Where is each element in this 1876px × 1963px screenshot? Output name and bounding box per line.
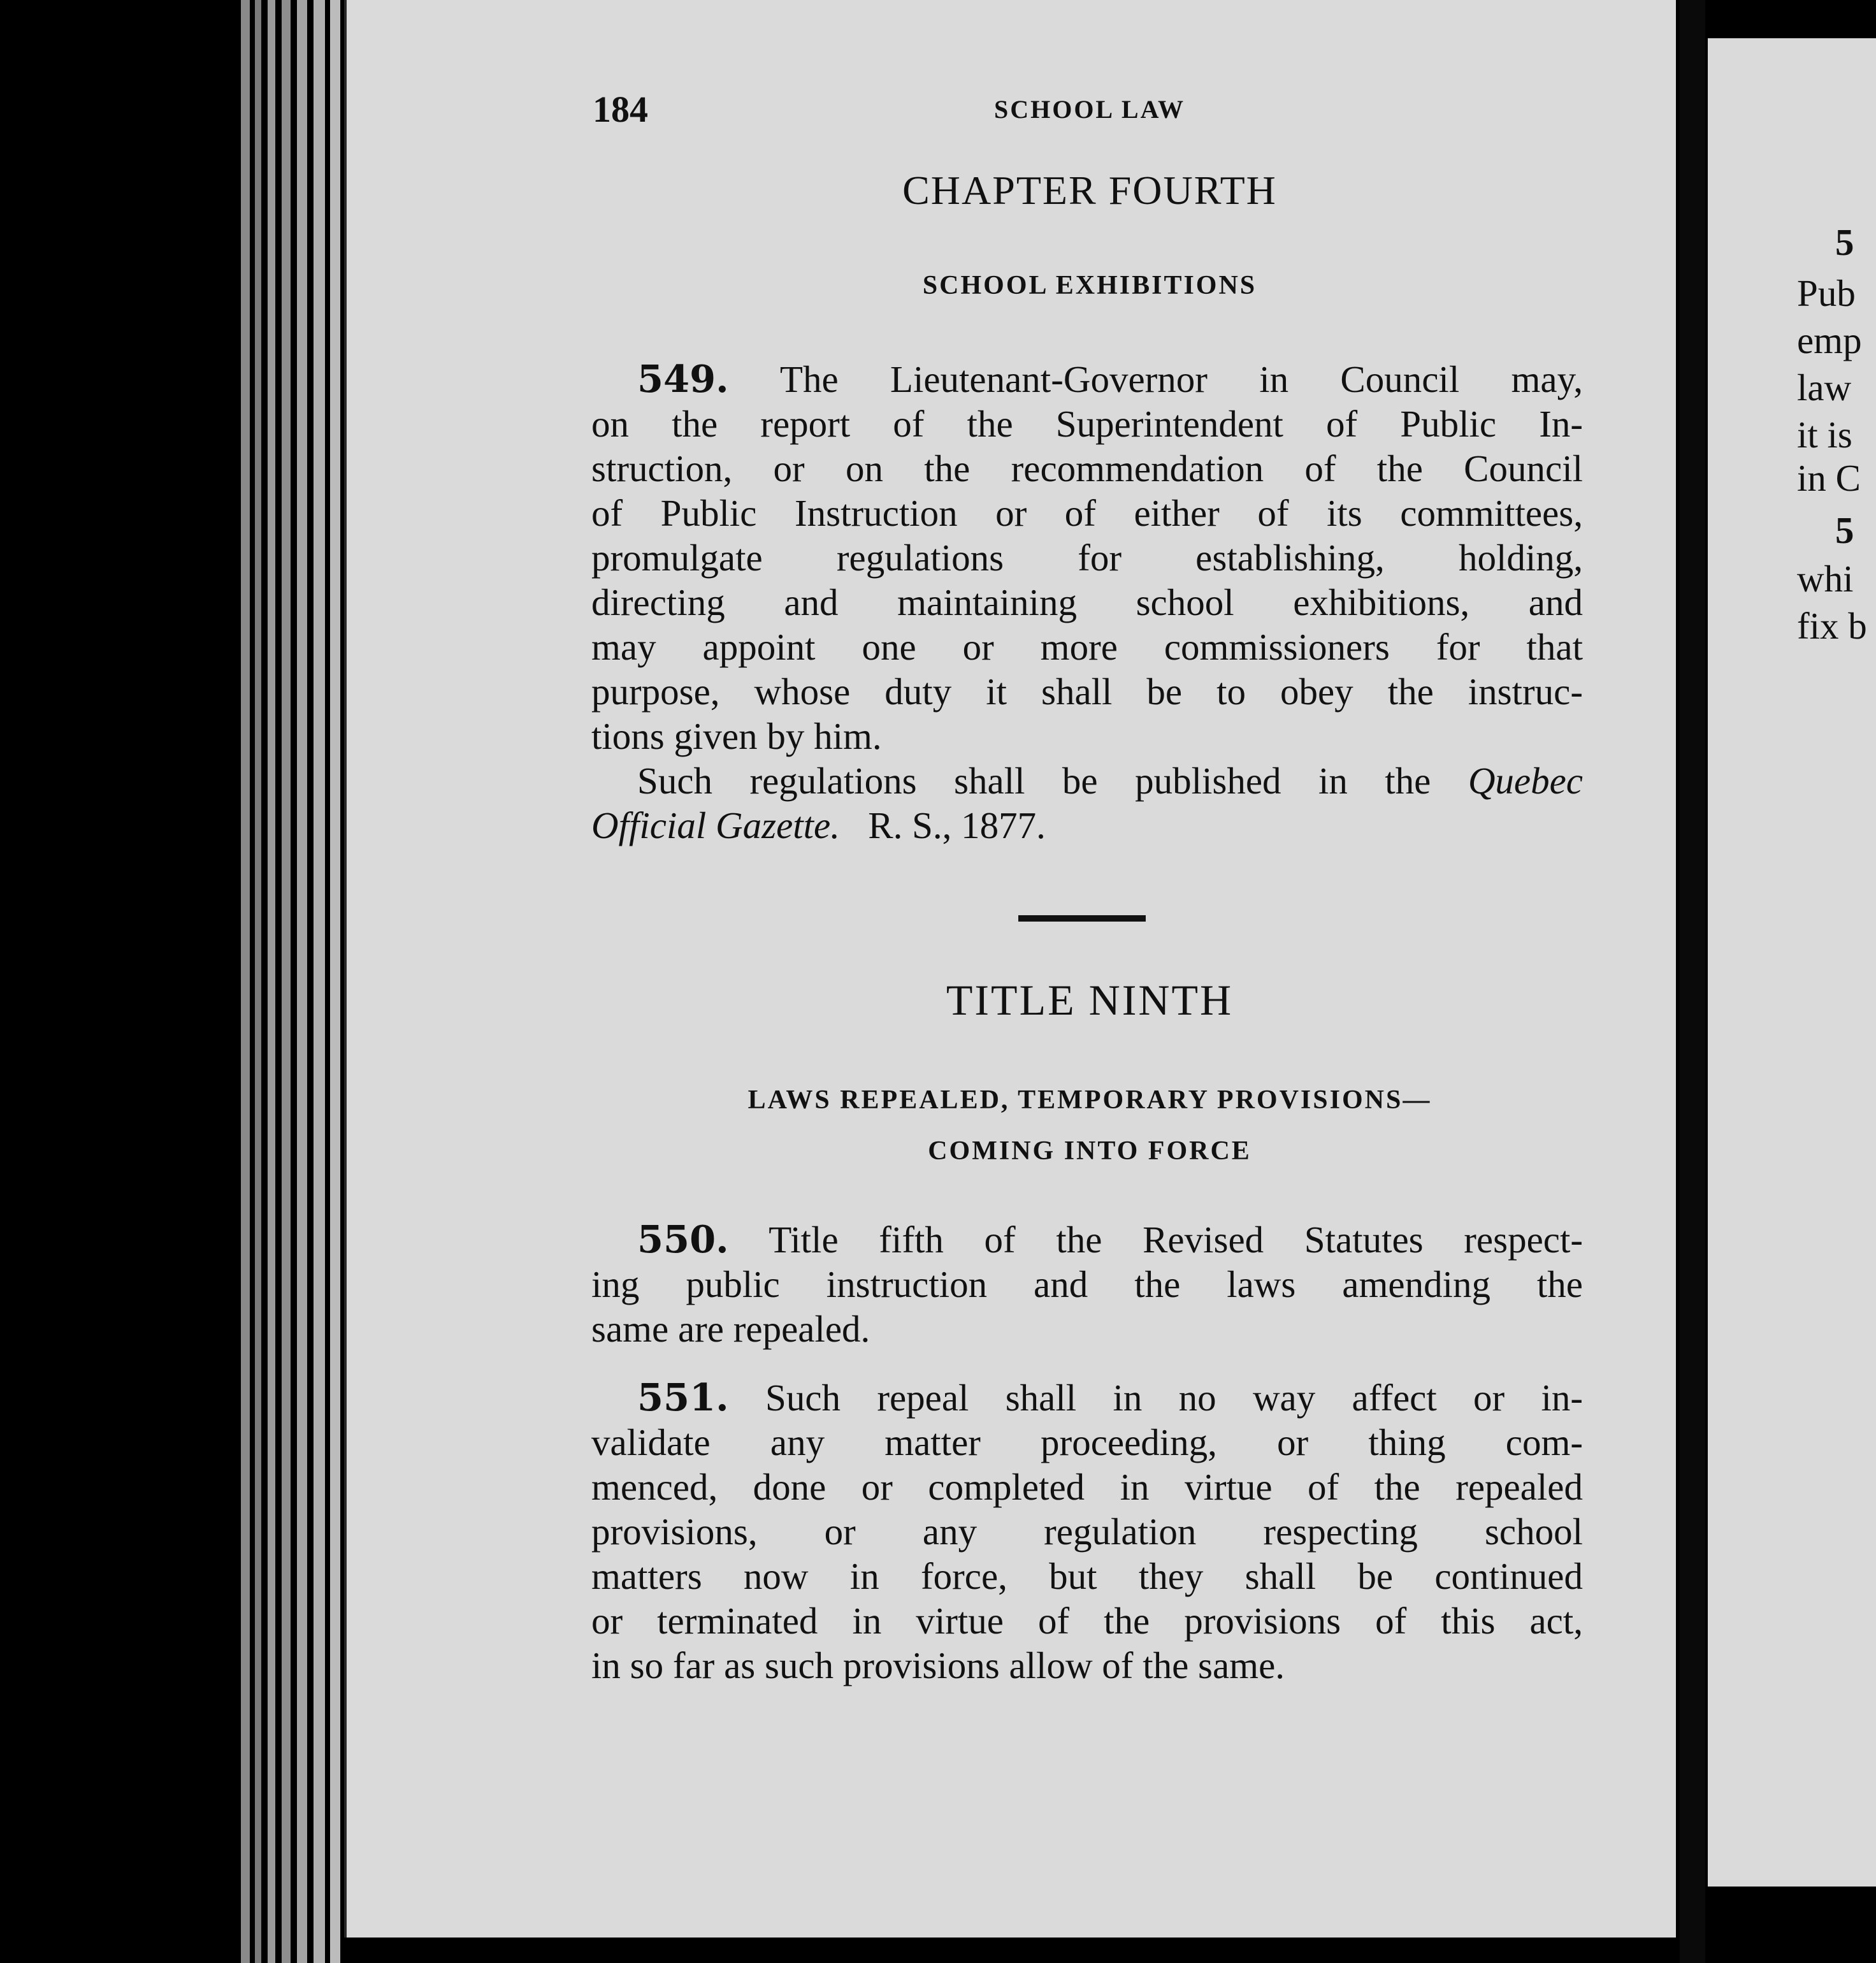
text-line: or terminated in virtue of the provisions of this act, <box>591 1600 1583 1642</box>
text-fragment: Title fifth of the Revised Statutes respect- <box>768 1219 1583 1261</box>
text-line <box>591 357 1583 402</box>
text-fragment: The Lieutenant-Governor in Council may, <box>779 358 1583 400</box>
page-number: 184 <box>593 89 648 130</box>
page-stack-edge <box>297 0 307 1963</box>
facing-page-fragment: 5 <box>1835 221 1854 263</box>
section-number: 551. <box>637 1375 729 1419</box>
text-line: same are repealed. <box>591 1308 870 1350</box>
title-subheading: LAWS REPEALED, TEMPORARY PROVISIONS— <box>747 1085 1432 1115</box>
text-line: provisions, or any regulation respecting school <box>591 1510 1583 1553</box>
section-subheading: SCHOOL EXHIBITIONS <box>922 271 1257 300</box>
text-line: on the report of the Superintendent of Public In- <box>591 403 1583 445</box>
chapter-heading: CHAPTER FOURTH <box>902 168 1277 213</box>
facing-page-fragment: it is <box>1797 414 1852 456</box>
facing-page-fragment: in C <box>1797 457 1861 499</box>
text-line: struction, or on the recommendation of the Council <box>591 447 1583 489</box>
section-number: 550. <box>637 1217 729 1261</box>
facing-page-fragment: whi <box>1797 558 1854 600</box>
title-heading: TITLE NINTH <box>946 976 1234 1024</box>
facing-page-fragment: law <box>1797 366 1852 409</box>
facing-page-fragment: 5 <box>1835 509 1854 551</box>
page-stack-edge <box>314 0 325 1963</box>
text-line <box>591 803 1583 848</box>
text-line: matters now in force, but they shall be continued <box>591 1555 1583 1597</box>
text-line <box>591 758 1583 803</box>
section-number: 549. <box>637 357 729 401</box>
text-fragment: Such regulations shall be published in the <box>637 760 1431 802</box>
gazette-name: Quebec <box>1468 760 1583 802</box>
facing-page <box>1708 38 1876 1887</box>
running-title: SCHOOL LAW <box>993 95 1186 124</box>
text-line: validate any matter proceeding, or thing com- <box>591 1421 1583 1463</box>
facing-page-fragment: Pub <box>1797 272 1856 314</box>
citation: R. S., 1877. <box>868 804 1046 846</box>
page-stack-edge <box>268 0 275 1963</box>
section-550 <box>591 1217 1583 1351</box>
facing-page-fragment: fix b <box>1797 605 1867 647</box>
text-line: promulgate regulations for establishing, holding, <box>591 537 1583 579</box>
gutter <box>1680 0 1705 1963</box>
gazette-name: Official Gazette. <box>591 804 840 846</box>
section-549 <box>591 357 1583 758</box>
text-line: purpose, whose duty it shall be to obey the instruc- <box>591 670 1583 713</box>
facing-page-fragment: emp <box>1797 319 1862 361</box>
section-divider <box>1018 915 1146 922</box>
running-header <box>593 88 1587 133</box>
page-stack-edge <box>241 0 250 1963</box>
text-line: menced, done or completed in virtue of the repealed <box>591 1466 1583 1508</box>
text-line <box>591 1375 1583 1420</box>
text-line: in so far as such provisions allow of the same. <box>591 1644 1285 1686</box>
text-fragment: Such repeal shall in no way affect or in- <box>765 1377 1584 1419</box>
text-line: of Public Instruction or of either of its committees, <box>591 492 1583 534</box>
page-stack-edge <box>330 0 340 1963</box>
text-line: tions given by him. <box>591 715 882 757</box>
text-line <box>591 1217 1583 1262</box>
section-551 <box>591 1375 1583 1688</box>
section-549-publication <box>591 758 1583 848</box>
text-line: may appoint one or more commissioners for that <box>591 626 1583 668</box>
text-line: ing public instruction and the laws amending the <box>591 1263 1583 1305</box>
page-stack-edge <box>282 0 291 1963</box>
title-subheading: COMING INTO FORCE <box>928 1136 1252 1166</box>
page-stack-edge <box>255 0 261 1963</box>
text-line: directing and maintaining school exhibitions, and <box>591 581 1583 623</box>
